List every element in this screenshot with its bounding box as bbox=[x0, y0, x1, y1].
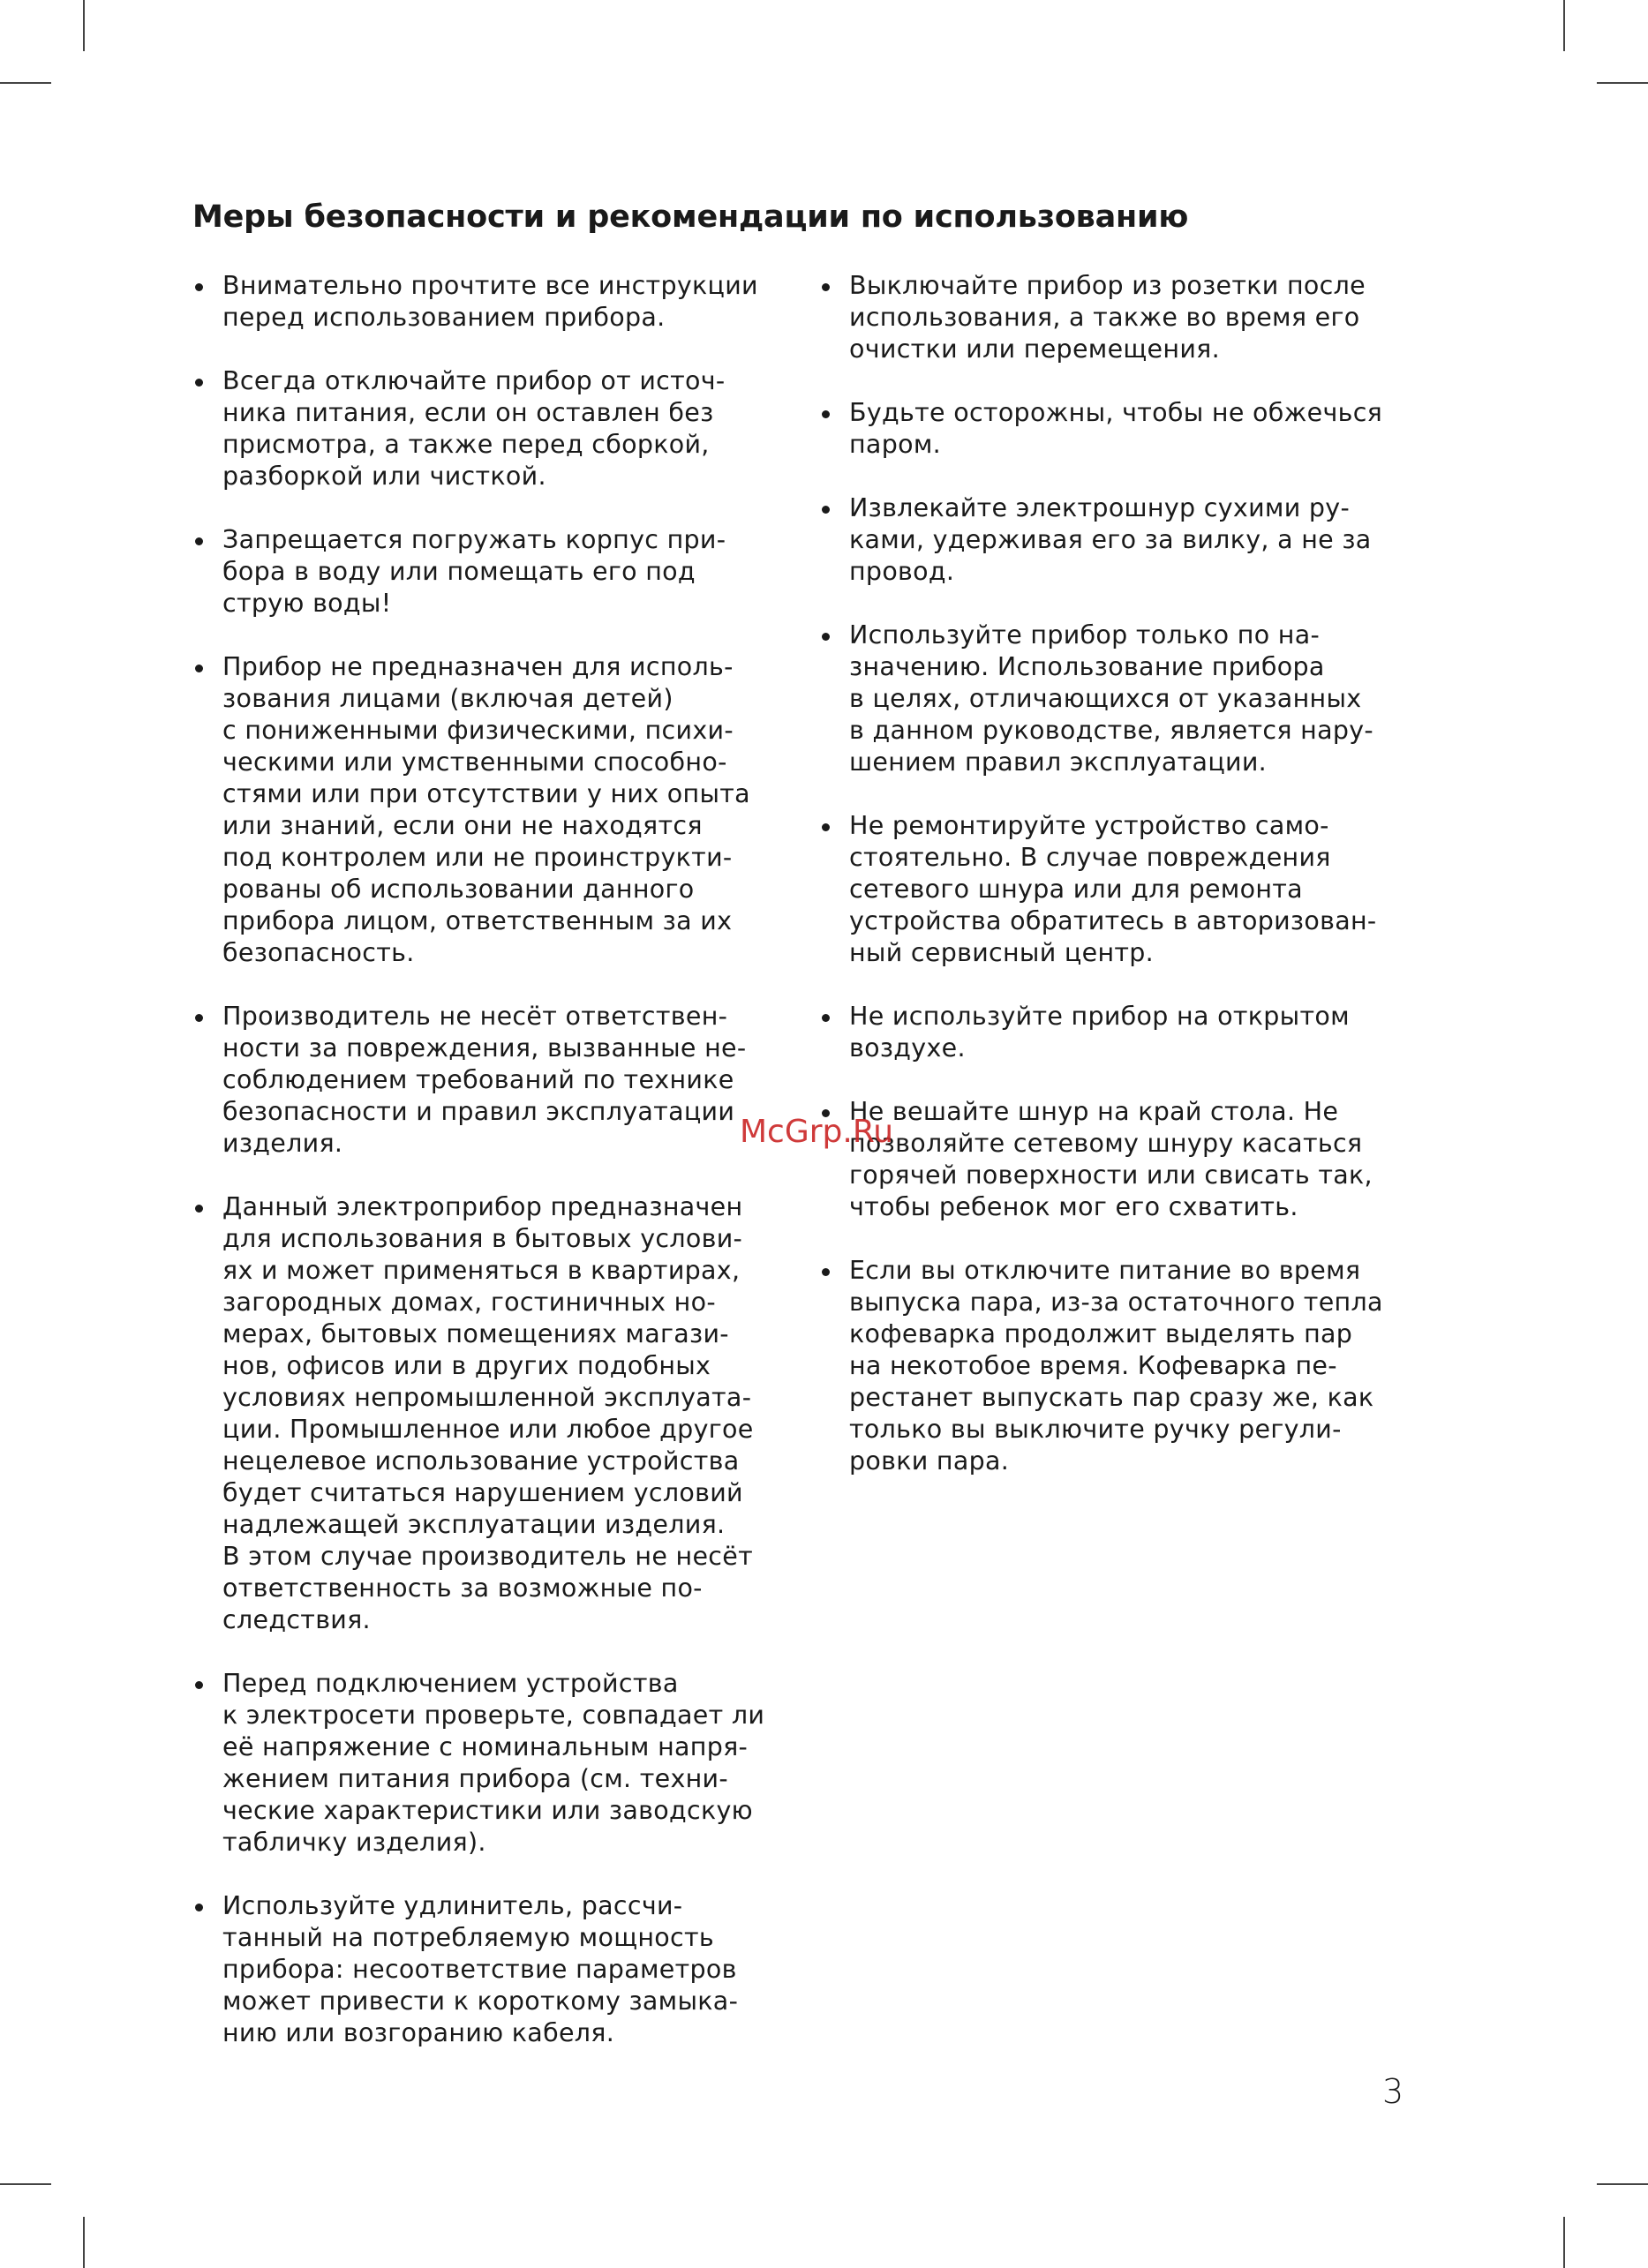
right-column-list bbox=[819, 270, 1419, 1509]
list-item bbox=[819, 1096, 1419, 1223]
bullet-icon bbox=[195, 1205, 203, 1213]
crop-mark-bottom-right-v bbox=[1563, 2217, 1565, 2268]
list-item-text: Если вы отключите питание во время выпуска пара, из-за остаточного тепла кофеварка продолжит выделять пар на некотобое время. Кофеварка пе- рестанет выпускать пар сразу же, как только вы выключите ручку регули- ровки пара. bbox=[849, 1256, 1383, 1476]
list-item bbox=[819, 492, 1419, 588]
list-item bbox=[819, 397, 1419, 461]
list-item bbox=[192, 1001, 793, 1160]
page-title: Меры безопасности и рекомендации по использованию bbox=[192, 199, 1189, 235]
list-item-text: Извлекайте электрошнур сухими ру- ками, удерживая его за вилку, а не за провод. bbox=[849, 493, 1372, 586]
list-item-text: Используйте прибор только по на- значению. Использование прибора в целях, отличающихся от указанных в данном руководстве, является нару- шением правил эксплуатации. bbox=[849, 620, 1374, 777]
bullet-icon bbox=[822, 410, 830, 418]
crop-mark-bottom-right-h bbox=[1597, 2183, 1648, 2185]
bullet-icon bbox=[195, 665, 203, 672]
list-item bbox=[192, 524, 793, 620]
crop-mark-bottom-left-v bbox=[83, 2217, 85, 2268]
list-item bbox=[192, 270, 793, 334]
left-column-list bbox=[192, 270, 793, 2081]
page-number: 3 bbox=[1382, 2072, 1404, 2111]
crop-mark-top-right-h bbox=[1597, 82, 1648, 84]
bullet-icon bbox=[195, 1904, 203, 1911]
list-item-text: Производитель не несёт ответствен- ности за повреждения, вызванные не- соблюдением требований по технике безопасности и правил эксплуатации изделия. bbox=[222, 1002, 747, 1158]
list-item-text: Будьте осторожны, чтобы не обжечься паром. bbox=[849, 398, 1383, 459]
list-item bbox=[192, 1668, 793, 1859]
list-item-text: Перед подключением устройства к электросети проверьте, совпадает ли её напряжение с номинальным напря- жением питания прибора (см. техни- ческие характеристики или заводскую табличку изделия). bbox=[222, 1669, 765, 1857]
list-item-text: Не ремонтируйте устройство само- стоятельно. В случае повреждения сетевого шнура или для ремонта устройства обратитесь в авторизован- ный сервисный центр. bbox=[849, 811, 1377, 967]
list-item-text: Внимательно прочтите все инструкции перед использованием прибора. bbox=[222, 271, 758, 332]
bullet-icon bbox=[822, 506, 830, 514]
list-item-text: Выключайте прибор из розетки после использования, а также во время его очистки или перемещения. bbox=[849, 271, 1366, 364]
list-item bbox=[819, 1001, 1419, 1064]
bullet-icon bbox=[195, 379, 203, 387]
bullet-icon bbox=[195, 537, 203, 545]
list-item bbox=[819, 270, 1419, 365]
bullet-icon bbox=[822, 823, 830, 831]
bullet-icon bbox=[822, 283, 830, 291]
crop-mark-bottom-left-h bbox=[0, 2183, 51, 2185]
bullet-icon bbox=[195, 283, 203, 291]
list-item-text: Данный электроприбор предназначен для использования в бытовых услови- ях и может применяться в квартирах, загородных домах, гостиничных но- мерах, бытовых помещениях магази- нов, офисов или в других подобных условиях непромышленной эксплуата- ции. Промышленное или любое другое нецелевое использование устройства будет считаться нарушением условий надлежащей эксплуатации изделия. В этом случае производитель не несёт ответственность за возможные по- следствия. bbox=[222, 1192, 754, 1634]
list-item-text: Всегда отключайте прибор от источ- ника питания, если он оставлен без присмотра, а также перед сборкой, разборкой или чисткой. bbox=[222, 366, 726, 491]
watermark: McGrp.Ru bbox=[740, 1114, 894, 1150]
list-item bbox=[192, 365, 793, 492]
list-item bbox=[819, 620, 1419, 778]
list-item bbox=[819, 810, 1419, 969]
list-item-text: Прибор не предназначен для исполь- зования лицами (включая детей) с пониженными физическими, психи- ческими или умственными способно- стями или при отсутствии у них опыта или знаний, если они не находятся под контролем или не проинструкти- рованы об использовании данного прибора лицом, ответственным за их безопасность. bbox=[222, 652, 750, 967]
list-item bbox=[192, 1191, 793, 1636]
bullet-icon bbox=[822, 1014, 830, 1022]
bullet-icon bbox=[195, 1681, 203, 1689]
list-item bbox=[192, 651, 793, 969]
bullet-icon bbox=[195, 1014, 203, 1022]
list-item bbox=[192, 1890, 793, 2049]
crop-mark-top-left-h bbox=[0, 82, 51, 84]
bullet-icon bbox=[822, 633, 830, 641]
crop-mark-top-right-v bbox=[1563, 0, 1565, 51]
crop-mark-top-left-v bbox=[83, 0, 85, 51]
list-item-text: Используйте удлинитель, рассчи- танный на потребляемую мощность прибора: несоответствие параметров может привести к короткому замыка- нию или возгоранию кабеля. bbox=[222, 1891, 739, 2047]
list-item-text: Не используйте прибор на открытом воздухе. bbox=[849, 1002, 1350, 1063]
list-item-text: Не вешайте шнур на край стола. Не позволяйте сетевому шнуру касаться горячей поверхности или свисать так, чтобы ребенок мог его схватить. bbox=[849, 1097, 1373, 1221]
bullet-icon bbox=[822, 1268, 830, 1276]
list-item-text: Запрещается погружать корпус при- бора в воду или помещать его под струю воды! bbox=[222, 525, 726, 618]
list-item bbox=[819, 1255, 1419, 1477]
